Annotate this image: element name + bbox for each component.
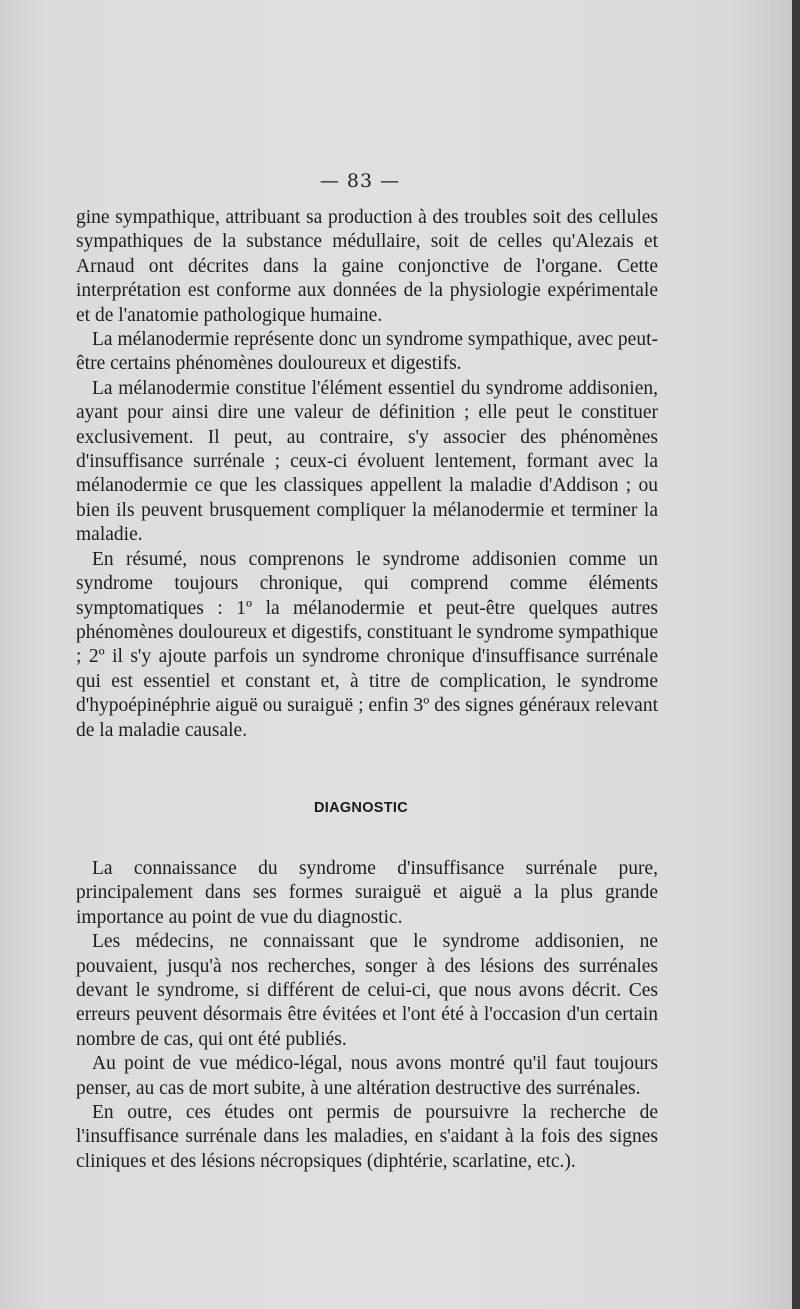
paragraph: La connaissance du syndrome d'insuffisance surrénale pure, principalement dans ses formes suraiguë et aiguë a la plus grande importance au point de vue du diagnostic. [76,858,658,928]
body-text-top [76,206,658,743]
paragraph: La mélanodermie représente donc un syndrome sympathique, avec peut-être certains phénomènes douloureux et digestifs. [76,329,658,375]
paragraph: En outre, ces études ont permis de poursuivre la recherche de l'insuffisance surrénale dans les maladies, en s'aidant à la fois des signes cliniques et des lésions nécropsiques (diphtérie, scarlatine, etc.). [76,1102,658,1172]
paragraph: gine sympathique, attribuant sa production à des troubles soit des cellules sympathiques de la substance médullaire, soit de celles qu'Alezais et Arnaud ont décrites dans la gaine conjonctive de l'organe. Cette interprétation est conforme aux données de la physiologie expérimentale et de l'anatomie pathologique humaine. [76,207,658,326]
paragraph: Au point de vue médico-légal, nous avons montré qu'il faut toujours penser, au cas de mort subite, à une altération destructive des surrénales. [76,1053,658,1099]
body-text-bottom [76,857,658,1174]
paragraph: Les médecins, ne connaissant que le syndrome addisonien, ne pouvaient, jusqu'à nos recherches, songer à des lésions des surrénales devant le syndrome, si différent de celui-ci, que nous avons décrit. Ces erreurs peuvent désormais être évitées et l'ont été à l'occasion d'un certain nombre de cas, qui ont été publiés. [76,931,658,1050]
page-number: — 83 — [319,170,401,192]
page-edge-shadow [792,0,800,1309]
paragraph: La mélanodermie constitue l'élément essentiel du syndrome addisonien, ayant pour ainsi dire une valeur de définition ; elle peut le constituer exclusivement. Il peut, au contraire, s'y associer des phénomènes d'insuffisance surrénale ; ceux-ci évoluent lentement, formant avec la mélanodermie ce que les classiques appellent la maladie d'Addison ; ou bien ils peuvent brusquement compliquer la mélanodermie et terminer la maladie. [76,377,658,546]
section-heading: DIAGNOSTIC [313,800,409,816]
paragraph: En résumé, nous comprenons le syndrome addisonien comme un syndrome toujours chronique, qui comprend comme éléments symptomatiques : 1º la mélanodermie et peut-être quelques autres phénomènes douloureux et digestifs, constituant le syndrome sympathique ; 2º il s'y ajoute parfois un syndrome chronique d'insuffisance surrénale qui est essentiel et constant et, à titre de complication, le syndrome d'hypoépinéphrie aiguë ou suraiguë ; enfin 3º des signes généraux relevant de la maladie causale. [76,548,658,741]
